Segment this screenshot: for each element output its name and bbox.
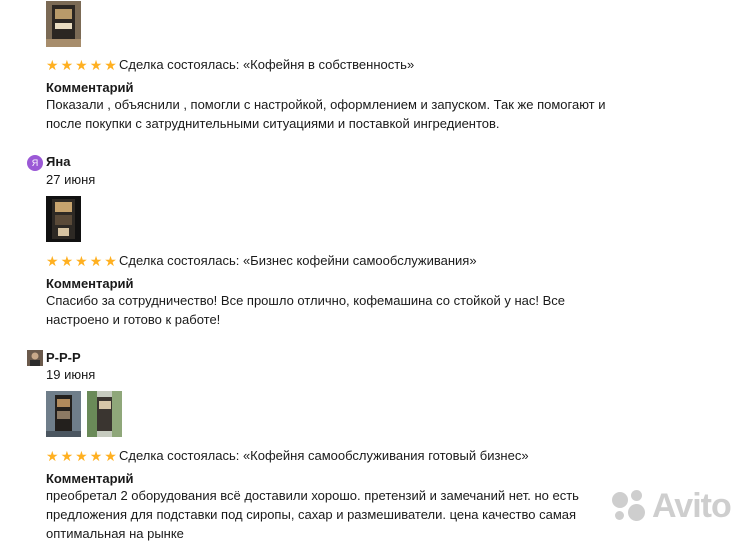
comment-line: оптимальная на рынке — [46, 526, 184, 541]
comment-line: Спасибо за сотрудничество! Все прошло отлично, кофемашина со стойкой у нас! Все — [46, 293, 566, 308]
review-photo[interactable] — [46, 196, 81, 242]
avatar[interactable] — [27, 350, 43, 366]
avatar[interactable]: Я — [27, 155, 43, 171]
review-date: 19 июня — [46, 367, 96, 382]
rating-stars — [46, 254, 117, 268]
comment-label: Комментарий — [46, 276, 134, 291]
deal-prefix: Сделка состоялась: — [119, 253, 240, 268]
comment-line: после покупки с затруднительными ситуациями и поставкой ингредиентов. — [46, 116, 500, 131]
review-photo[interactable] — [87, 391, 122, 437]
comment-text — [46, 291, 606, 329]
star-icon: ★ — [46, 253, 59, 269]
comment-line: предложения для подставки под сиропы, сахар и размешиватели. цена качество самая — [46, 507, 577, 522]
deal-prefix: Сделка состоялась: — [119, 57, 240, 72]
deal-title[interactable]: «Кофейня самообслуживания готовый бизнес» — [242, 448, 529, 463]
star-icon: ★ — [46, 57, 59, 73]
review-photo[interactable] — [46, 391, 81, 437]
comment-text — [46, 95, 606, 133]
review-date: 27 июня — [46, 172, 96, 187]
star-icon: ★ — [89, 253, 103, 269]
deal-title[interactable]: «Бизнес кофейни самообслуживания» — [242, 253, 477, 268]
star-icon: ★ — [104, 253, 117, 269]
star-icon: ★ — [46, 448, 59, 464]
star-icon: ★ — [60, 253, 74, 269]
deal-info — [119, 448, 529, 463]
rating-stars — [46, 58, 117, 72]
review-photo[interactable] — [46, 1, 81, 47]
deal-title[interactable]: «Кофейня в собственность» — [242, 57, 415, 72]
avito-watermark-text: Avito — [652, 487, 731, 525]
star-icon: ★ — [104, 57, 117, 73]
star-icon: ★ — [75, 253, 88, 269]
deal-prefix: Сделка состоялась: — [119, 448, 240, 463]
deal-info — [119, 253, 477, 268]
comment-label: Комментарий — [46, 471, 134, 486]
comment-label: Комментарий — [46, 80, 134, 95]
comment-line: настроено и готово к работе! — [46, 312, 221, 327]
author-name[interactable]: Яна — [46, 154, 71, 169]
comment-text — [46, 486, 606, 543]
comment-line: преобретал 2 оборудования всё доставили хорошо. претензий и замечаний нет. но есть — [46, 488, 579, 503]
star-icon: ★ — [60, 57, 74, 73]
author-name[interactable]: Р-Р-Р — [46, 350, 81, 365]
comment-line: Показали , объяснили , помогли с настройкой, оформлением и запуском. Так же помогают и — [46, 97, 606, 112]
rating-stars — [46, 449, 117, 463]
avito-watermark — [612, 487, 731, 526]
star-icon: ★ — [60, 448, 74, 464]
star-icon: ★ — [104, 448, 117, 464]
avito-logo-icon — [612, 490, 646, 524]
star-icon: ★ — [75, 57, 88, 73]
star-icon: ★ — [89, 448, 103, 464]
star-icon: ★ — [89, 57, 103, 73]
star-icon: ★ — [75, 448, 88, 464]
deal-info — [119, 57, 414, 72]
